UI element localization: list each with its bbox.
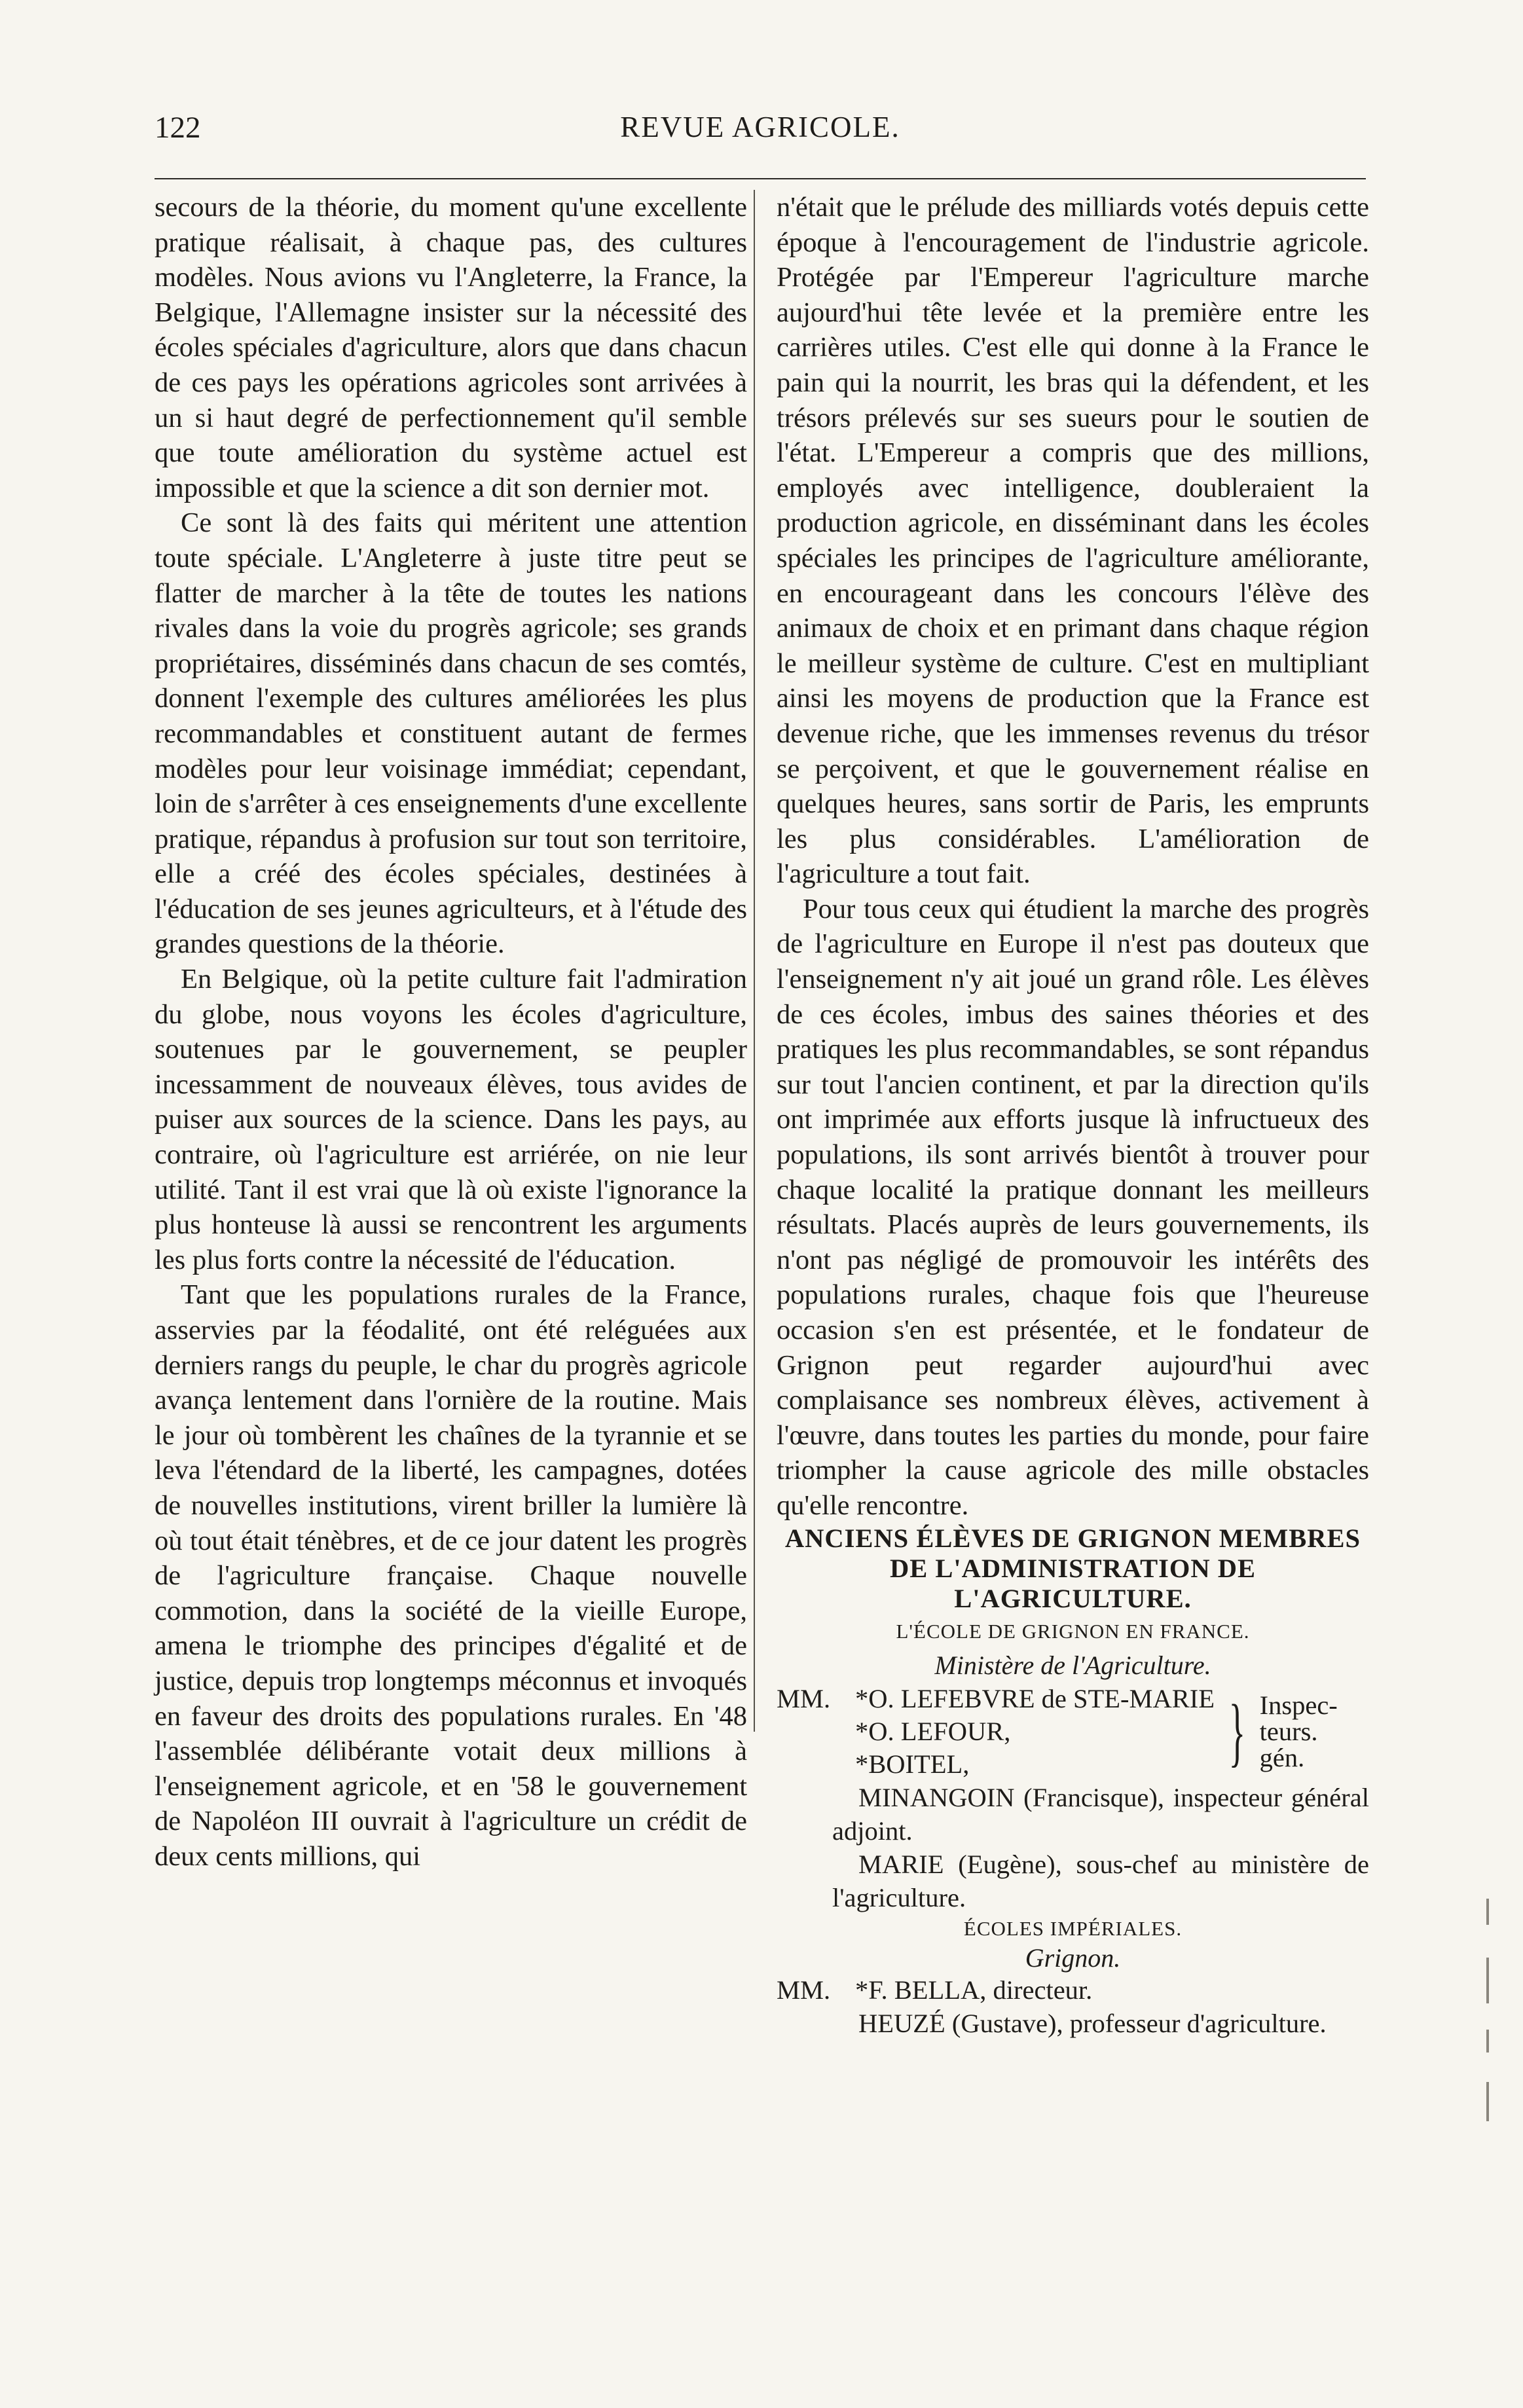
ministry-heading: Ministère de l'Agriculture. [934,1650,1211,1680]
entry-minangoin: MINANGOIN (Francisque), inspecteur général adjoint. [832,1782,1369,1846]
section-heading: ANCIENS ÉLÈVES DE GRIGNON MEMBRES DE L'ADMINISTRATION DE L'AGRICULTURE. [784,1523,1361,1613]
paragraph: Tant que les populations rurales de la France, asservies par la féodalité, ont été reléguées aux derniers rangs du peuple, le char du progrès agricole avança lentement dans l'ornière de la routine. Mais le jour où tombèrent les chaînes de la tyrannie et se leva l'étendard de la liberté, les campagnes, dotées de nouvelles institutions, virent briller la lumière là où tout était ténèbres, et de ce jour datent les progrès de l'agriculture française. Chaque nouvelle commotion, dans la société de la vieille Europe, amena le triomphe des principes d'égalité et de justice, depuis trop longtemps méconnus et invoqués en faveur des droits des populations rurales. En '48 l'assemblée délibérante votait deux millions à l'enseignement agricole, et en '58 le gouvernement de Napoléon III ouvrait à l'agriculture un crédit de deux cents millions, qui [155,1279,747,1872]
inspector-names [855,1683,1215,1781]
entry-bella [777,1973,1369,2007]
paragraph: secours de la théorie, du moment qu'une excellente pratique réalisait, à chaque pas, des cultures modèles. Nous avions vu l'Angleterre, la France, la Belgique, l'Allemagne insister sur la nécessité des écoles spéciales d'agriculture, alors que dans chacun de ces pays les opérations agricoles sont arrivées à un si haut degré de perfectionnement qu'il semble que toute amélioration du système actuel est impossible et que la science a dit son dernier mot. [155,192,747,503]
bella-text: *F. BELLA, directeur. [855,1975,1093,2005]
page-header [155,110,1366,161]
page-number: 122 [155,111,201,145]
mm-label: MM. [777,1975,831,2005]
left-column [155,190,747,1874]
column-divider [754,190,755,1732]
paragraph: Ce sont là des faits qui méritent une attention toute spéciale. L'Angleterre à juste titre peut se flatter de marcher à la tête de toutes les nations rivales dans la voie du progrès agricole; ses grands propriétaires, disséminés dans chacun de ses comtés, donnent l'exemple des cultures améliorées les plus recommandables et constituent autant de fermes modèles pour leur voisinage immédiat; cependant, loin de s'arrêter à ces enseignements d'une excellente pratique, répandus à profusion sur tout son territoire, elle a créé des écoles spéciales, destinées à l'éducation de ses jeunes agriculteurs, et à l'étude des grandes questions de la théorie. [155,507,747,960]
paragraph: Pour tous ceux qui étudient la marche des progrès de l'agriculture en Europe il n'est pas douteux que l'enseignement n'y ait joué un grand rôle. Les élèves de ces écoles, imbus des saines théories et des pratiques les plus recommandables, se sont répandus sur tout l'ancien continent, et par la direction qu'ils ont imprimée aux efforts jusque là infructueux des populations, ils sont arrivés bientôt à trouver pour chaque localité la pratique donnant les meilleurs résultats. Placés auprès de leurs gouvernements, ils n'ont pas négligé de promouvoir les intérêts des populations rurales, chaque fois que l'heureuse occasion s'en est présentée, et le fondateur de Grignon peut regarder aujourd'hui avec complaisance ses nombreux élèves, activement à l'œuvre, dans toutes les parties du monde, pour faire triompher la cause agricole des mille obstacles qu'elle rencontre. [777,893,1369,1521]
entry-marie: MARIE (Eugène), sous-chef au ministère de l'agriculture. [832,1849,1369,1912]
title-line: teurs. [1259,1716,1318,1746]
title-line: Inspec- [1259,1690,1338,1720]
paragraph: n'était que le prélude des milliards votés depuis cette époque à l'encouragement de l'industrie agricole. Protégée par l'Empereur l'agriculture marche aujourd'hui tête levée et la première entre les carrières utiles. C'est elle qui donne à la France le pain qui la nourrit, les bras qui la défendent, et les trésors prélevés sur ses sueurs pour le soutien de l'état. L'Empereur a compris que des millions, employés avec intelligence, doubleraient la production agricole, en disséminant dans les écoles spéciales les principes de l'agriculture améliorante, en encourageant dans les concours l'élève des animaux de choix et en primant dans chaque région le meilleur système de culture. C'est en multipliant ainsi les moyens de production que la France est devenue riche, que les immenses revenus du trésor se perçoivent, et que le gouvernement réalise en quelques heures, sans sortir de Paris, les emprunts les plus considérables. L'amélioration de l'agriculture a tout fait. [777,192,1369,890]
inspector-name: *BOITEL, [855,1749,970,1779]
header-rule [155,178,1366,179]
brace-icon: } [1228,1688,1246,1774]
mm-label: MM. [777,1683,831,1713]
running-title: REVUE AGRICOLE. [620,111,900,143]
margin-marks [1485,1899,1492,2147]
right-column [777,190,1369,2040]
inspectors-group [777,1683,1369,1781]
subheading-ecole-grignon: L'ÉCOLE DE GRIGNON EN FRANCE. [896,1619,1250,1643]
inspector-name: *O. LEFEBVRE de STE-MARIE [855,1683,1215,1713]
inspector-name: *O. LEFOUR, [855,1716,1011,1746]
ecoles-imperiales-heading: ÉCOLES IMPÉRIALES. [963,1916,1183,1940]
grignon-heading: Grignon. [1025,1943,1121,1973]
inspector-title [1260,1692,1338,1771]
title-line: gén. [1259,1742,1305,1772]
paragraph: En Belgique, où la petite culture fait l'admiration du globe, nous voyons les écoles d'agriculture, soutenues par le gouvernement, se peupler incessamment de nouveaux élèves, tous avides de puiser aux sources de la science. Dans les pays, au contraire, où l'agriculture est arriérée, on nie leur utilité. Tant il est vrai que là où existe l'ignorance la plus honteuse là aussi se rencontrent les arguments les plus forts contre la nécessité de l'éducation. [155,964,747,1275]
entry-heuze: HEUZÉ (Gustave), professeur d'agriculture. [858,2008,1327,2038]
